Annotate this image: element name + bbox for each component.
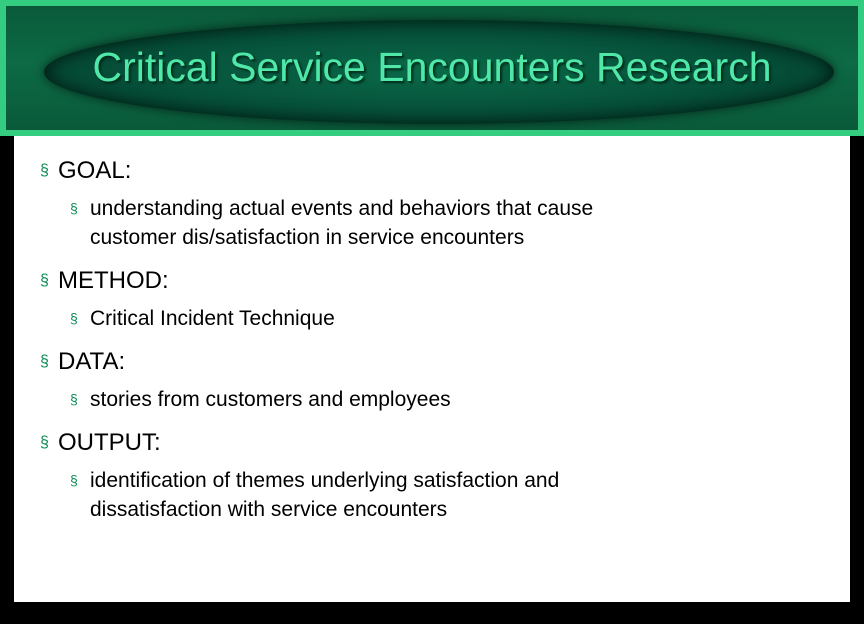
bullet-icon: § [40,434,49,451]
bullet-label: OUTPUT: [58,429,161,456]
sub-bullet-goal [70,194,830,252]
sub-bullet-icon: § [70,472,78,488]
sub-bullet-text: stories from customers and employees [90,388,451,411]
sub-bullet-data [70,385,830,414]
bullet-icon: § [40,272,49,289]
bullet-label: GOAL: [58,157,132,184]
sub-bullet-text [90,194,593,252]
sub-bullet-line: customer dis/satisfaction in service encounters [90,226,525,249]
bullet-label: METHOD: [58,267,169,294]
sub-bullet-method [70,304,830,333]
bullet-icon: § [40,353,49,370]
sub-bullet-output [70,466,830,524]
bullet-list [40,156,830,524]
sub-bullet-line: understanding actual events and behaviors that cause [90,197,594,220]
sub-bullet-icon: § [70,391,78,407]
sub-bullet-line: identification of themes underlying satisfaction and [90,469,560,492]
bullet-label: DATA: [58,348,126,375]
bullet-goal [40,156,830,186]
sub-bullet-text: Critical Incident Technique [90,307,335,330]
sub-bullet-icon: § [70,200,78,216]
sub-bullet-text [90,466,559,524]
footer-copyright: © 2006 The McGraw-Hill Companies, Inc. All rights reserved. [586,607,838,618]
sub-bullet-icon: § [70,310,78,326]
bullet-output [40,428,830,458]
bullet-data [40,347,830,377]
sub-bullet-line: dissatisfaction with service encounters [90,498,448,521]
content-area [14,136,850,602]
bullet-icon: § [40,162,49,179]
footer-publisher: McGraw-Hill/Irwin [26,607,105,618]
slide-title: Critical Service Encounters Research [92,44,772,90]
bullet-method [40,266,830,296]
